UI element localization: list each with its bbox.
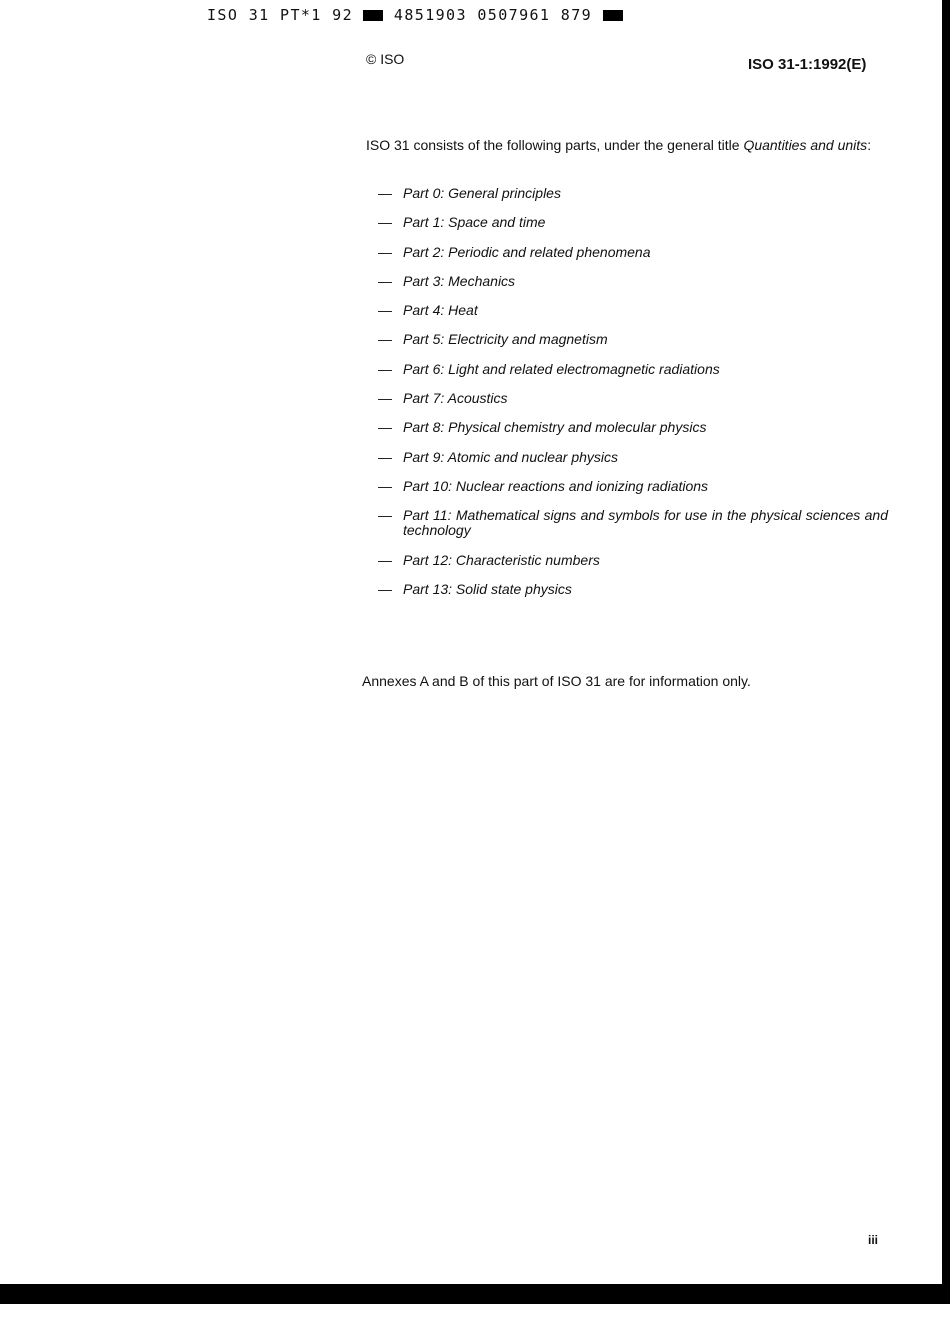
list-item [378, 479, 888, 494]
list-item [378, 215, 888, 230]
list-item [378, 582, 888, 597]
dash-marker: — [378, 477, 392, 494]
part-title: Part 12: Characteristic numbers [403, 551, 600, 568]
part-title: Part 13: Solid state physics [403, 580, 572, 597]
page-number: iii [868, 1233, 879, 1247]
list-item [378, 303, 888, 318]
scan-header-code: ISO 31 PT*1 92 [207, 6, 354, 24]
part-title: Part 5: Electricity and magnetism [403, 331, 608, 348]
list-item [378, 391, 888, 406]
part-title: Part 4: Heat [403, 302, 478, 319]
dash-marker: — [378, 331, 392, 348]
dash-marker: — [378, 185, 392, 201]
dash-marker: — [378, 214, 392, 231]
part-title: Part 11: Mathematical signs and symbols for use in the physical sciences and technology [403, 507, 888, 539]
scan-header [207, 6, 623, 24]
part-title: Part 1: Space and time [403, 214, 546, 231]
document-id: ISO 31-1:1992(E) [748, 56, 867, 73]
list-item [378, 450, 888, 465]
part-title: Part 3: Mechanics [403, 272, 516, 289]
list-item [378, 508, 888, 538]
scan-block-mark [363, 10, 383, 21]
dash-marker: — [378, 360, 392, 377]
dash-marker: — [378, 419, 392, 436]
intro-paragraph [366, 138, 888, 153]
part-title: Part 10: Nuclear reactions and ionizing radiations [403, 477, 709, 494]
part-title: Part 6: Light and related electromagnetic radiations [403, 360, 720, 377]
part-title: Part 0: General principles [403, 185, 561, 201]
dash-marker: — [378, 390, 392, 407]
list-item [378, 332, 888, 347]
copyright-notice: © ISO [366, 51, 405, 67]
general-title: Quantities and units [743, 137, 868, 153]
scan-bottom-margin [0, 1304, 950, 1344]
intro-end: : [867, 137, 872, 153]
intro-text: ISO 31 consists of the following parts, under the general title [366, 137, 740, 153]
dash-marker: — [378, 302, 392, 319]
scan-bottom-band [0, 1284, 950, 1304]
dash-marker: — [378, 272, 392, 289]
part-title: Part 8: Physical chemistry and molecular physics [403, 419, 707, 436]
scan-right-edge [942, 0, 950, 1304]
list-item [378, 274, 888, 289]
part-title: Part 2: Periodic and related phenomena [403, 243, 651, 260]
parts-list [378, 186, 888, 611]
part-title: Part 9: Atomic and nuclear physics [403, 448, 619, 465]
list-item [378, 186, 888, 201]
dash-marker: — [378, 243, 392, 260]
dash-marker: — [378, 448, 392, 465]
list-item [378, 362, 888, 377]
scan-header-numbers: 4851903 0507961 879 [393, 6, 593, 24]
scan-block-mark [603, 10, 623, 21]
list-item [378, 553, 888, 568]
dash-marker: — [378, 580, 392, 597]
list-item [378, 420, 888, 435]
part-title: Part 7: Acoustics [403, 390, 508, 407]
annex-note: Annexes A and B of this part of ISO 31 are for information only. [362, 673, 751, 689]
list-item [378, 245, 888, 260]
dash-marker: — [378, 507, 392, 524]
dash-marker: — [378, 551, 392, 568]
